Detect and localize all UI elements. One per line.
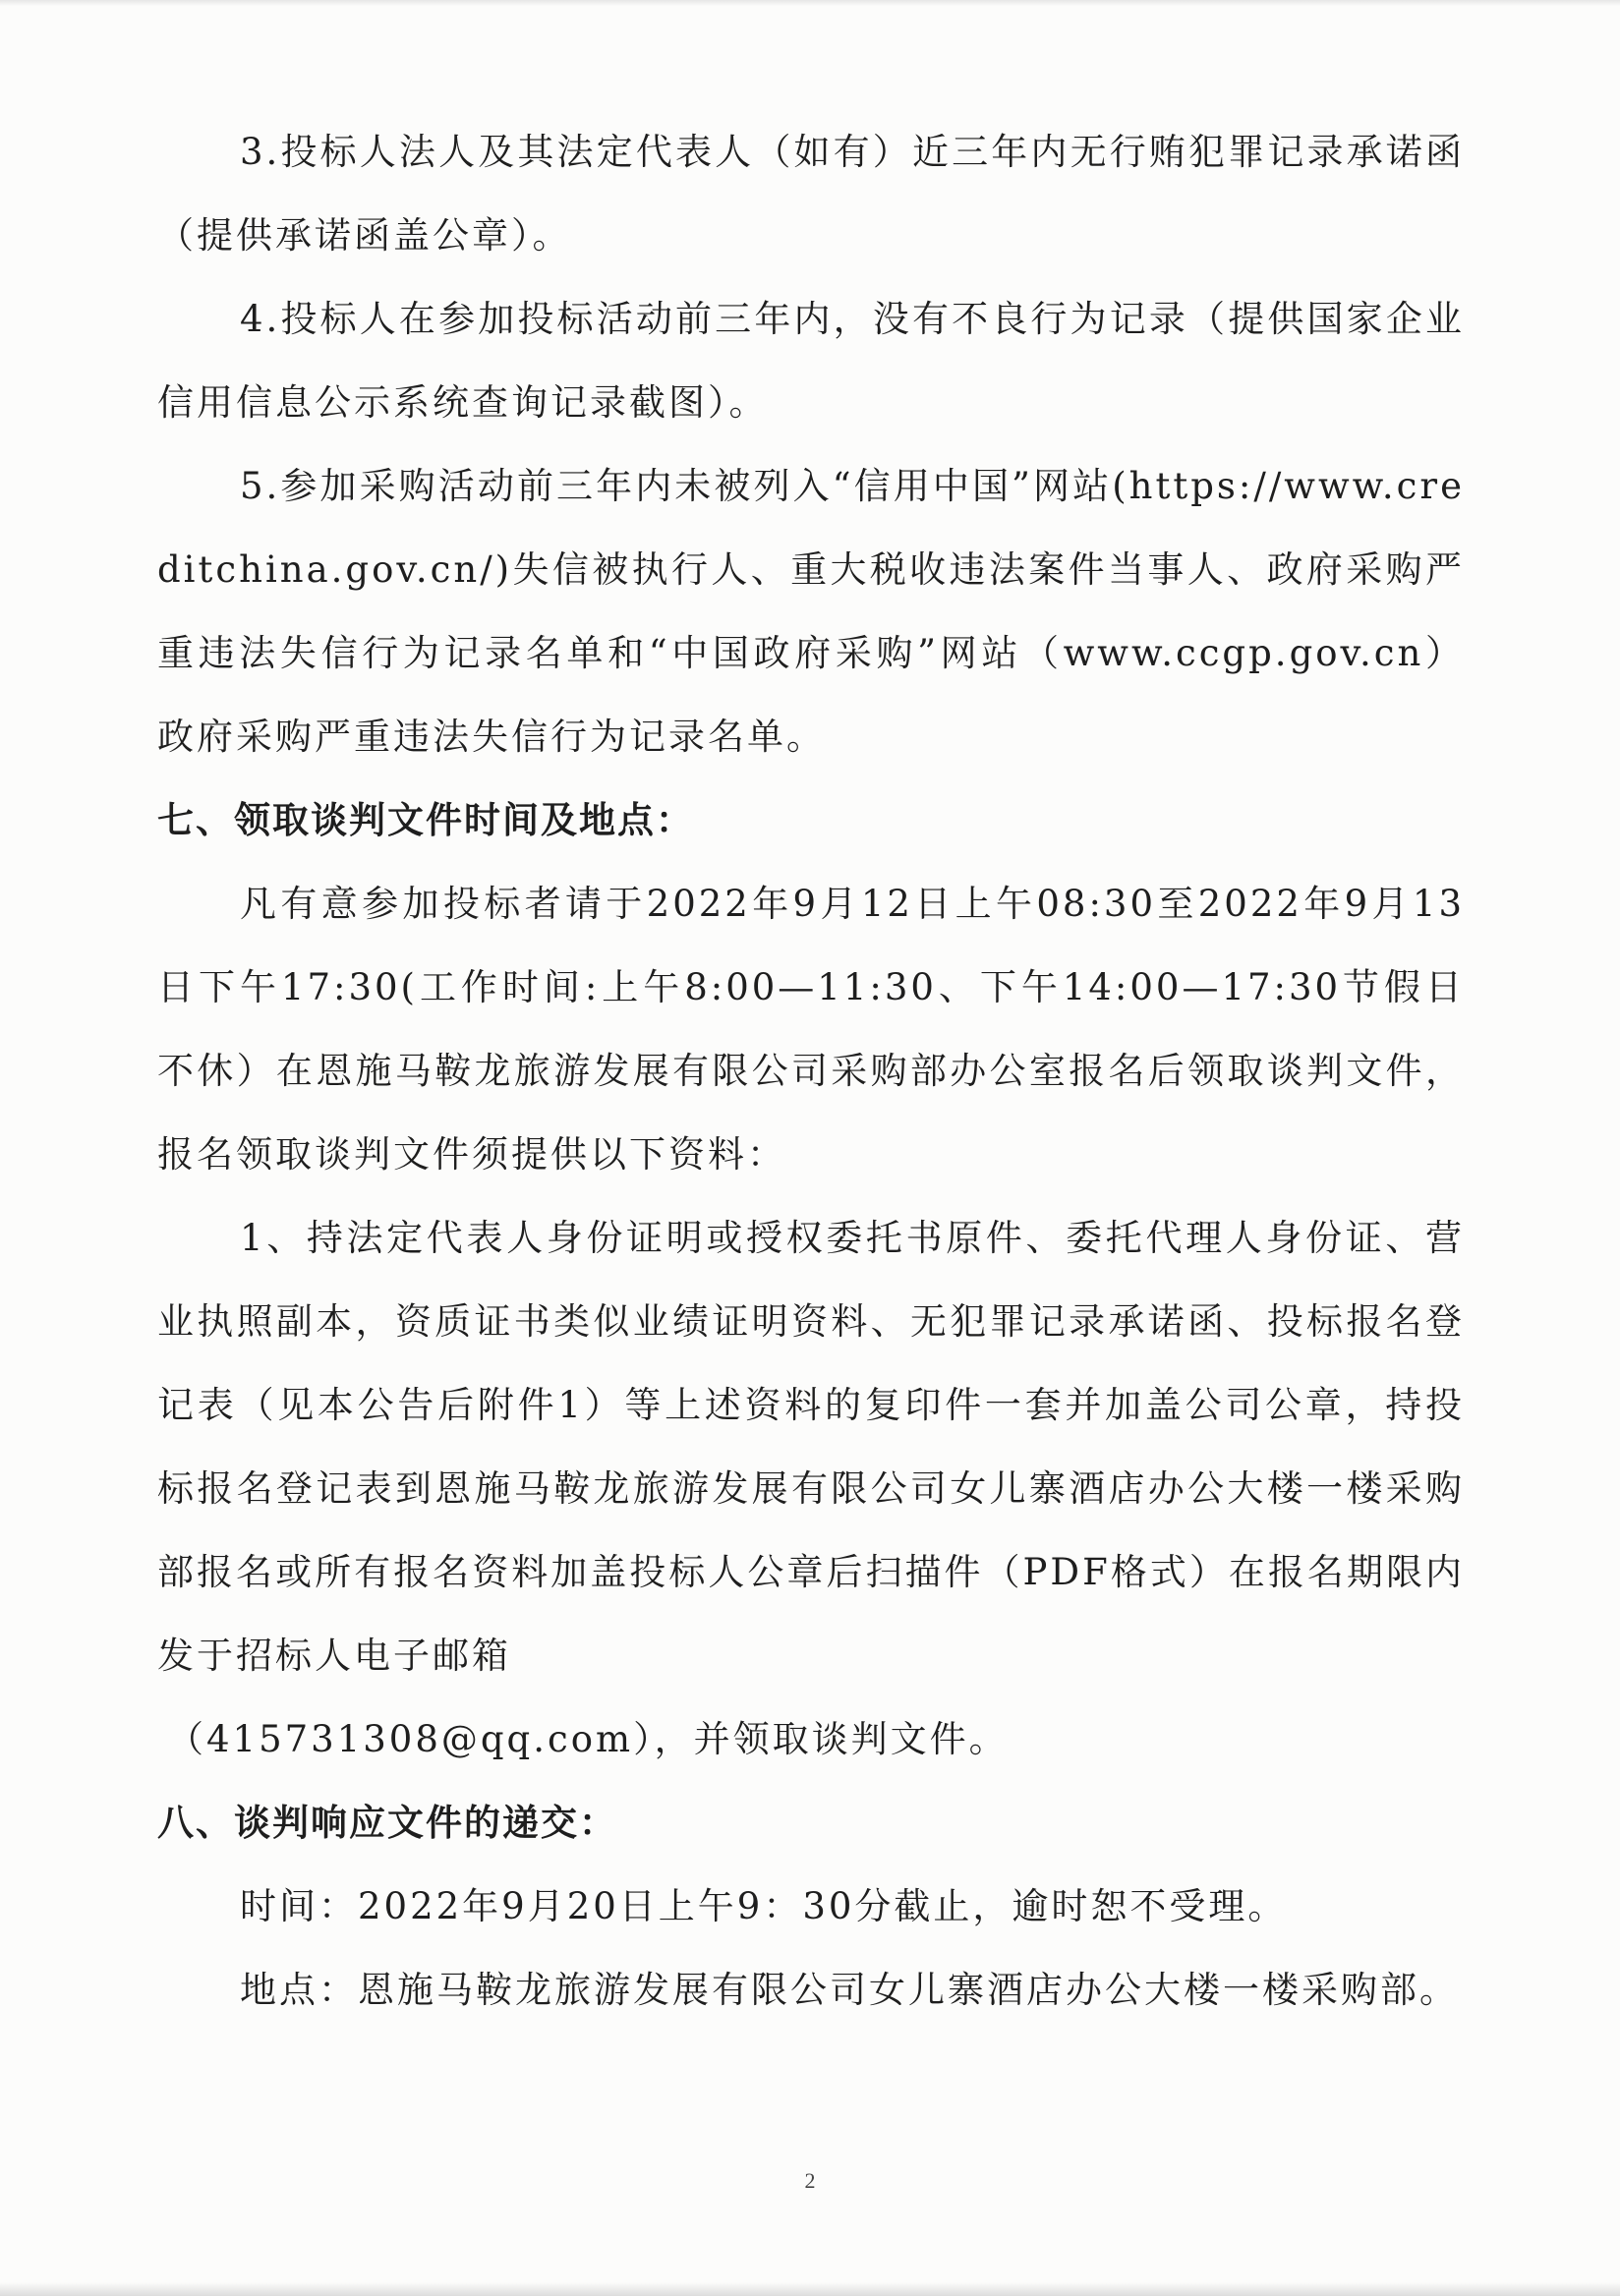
clause-3-paragraph: 3.投标人法人及其法定代表人（如有）近三年内无行贿犯罪记录承诺函（提供承诺函盖公章）。 bbox=[157, 131, 1465, 257]
submission-time-paragraph: 时间：2022年9月20日上午9：30分截止，逾时恕不受理。 bbox=[240, 1885, 1288, 1927]
scan-edge-bottom bbox=[0, 2282, 1620, 2296]
document-body bbox=[157, 110, 1465, 2032]
section-7-heading: 七、领取谈判文件时间及地点： bbox=[157, 799, 694, 841]
clause-5-paragraph: 5.参加采购活动前三年内未被列入“信用中国”网站(https://www.creditchina.gov.cn/)失信被执行人、重大税收违法案件当事人、政府采购严重违法失信行为记录名单和“中国政府采购”网站（www.ccgp.gov.cn）政府采购严重违法失信行为记录名单。 bbox=[157, 465, 1465, 758]
submission-location-paragraph: 地点：恩施马鞍龙旅游发展有限公司女儿寨酒店办公大楼一楼采购部。 bbox=[240, 1969, 1459, 2011]
scan-edge-top bbox=[0, 0, 1620, 6]
email-paragraph: （415731308@qq.com），并领取谈判文件。 bbox=[167, 1718, 1009, 1760]
clause-4-paragraph: 4.投标人在参加投标活动前三年内，没有不良行为记录（提供国家企业信用信息公示系统查询记录截图）。 bbox=[157, 298, 1465, 424]
required-materials-paragraph: 1、持法定代表人身份证明或授权委托书原件、委托代理人身份证、营业执照副本，资质证书类似业绩证明资料、无犯罪记录承诺函、投标报名登记表（见本公告后附件1）等上述资料的复印件一套并加盖公司公章，持投标报名登记表到恩施马鞍龙旅游发展有限公司女儿寨酒店办公大楼一楼采购部报名或所有报名资料加盖投标人公章后扫描件（PDF格式）在报名期限内发于招标人电子邮箱 bbox=[157, 1217, 1465, 1677]
registration-time-paragraph: 凡有意参加投标者请于2022年9月12日上午08:30至2022年9月13日下午17:30(工作时间:上午8:00—11:30、下午14:00—17:30节假日不休）在恩施马鞍龙旅游发展有限公司采购部办公室报名后领取谈判文件，报名领取谈判文件须提供以下资料： bbox=[157, 883, 1465, 1176]
page-number: 2 bbox=[804, 2168, 816, 2193]
section-8-heading: 八、谈判响应文件的递交： bbox=[157, 1802, 617, 1844]
